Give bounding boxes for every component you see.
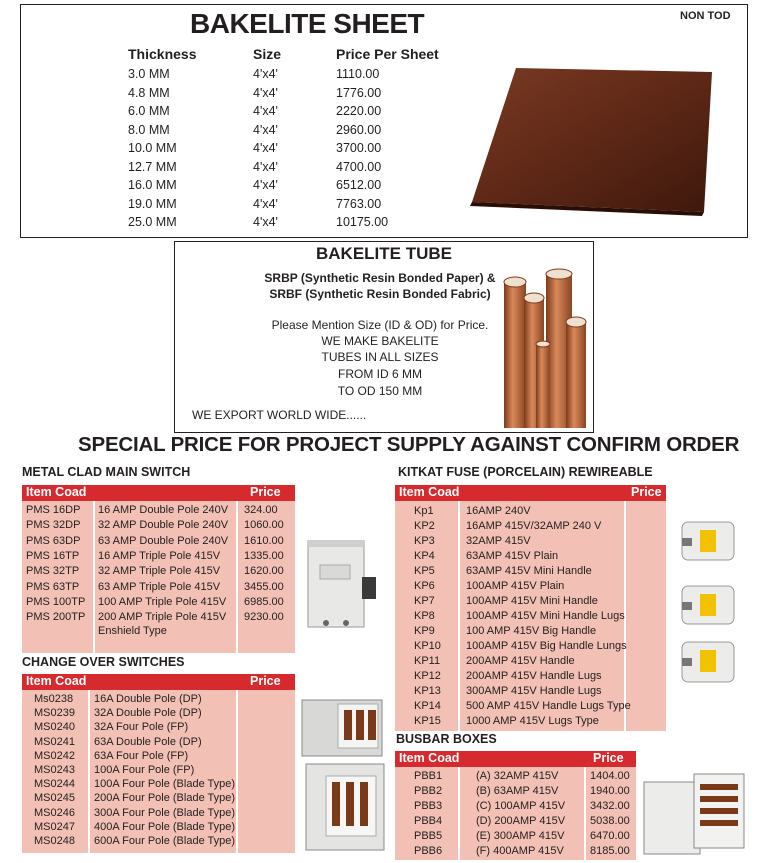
busbar-title: BUSBAR BOXES: [396, 732, 497, 746]
change-over-code-cell: MS0239: [34, 707, 75, 720]
kitkat-desc-cell: 63AMP 415V Plain: [466, 550, 559, 562]
sheet-thickness-cell: 3.0 MM: [128, 67, 170, 81]
metal-clad-desc-cell: 32 AMP Double Pole 240V: [98, 519, 229, 532]
sheet-thickness-cell: 12.7 MM: [128, 159, 177, 174]
change-over-title: CHANGE OVER SWITCHES: [22, 655, 185, 669]
change-over-desc-cell: 32A Double Pole (DP): [94, 707, 202, 720]
bakelite-sheet-title: BAKELITE SHEET: [190, 8, 425, 39]
busbar-price-cell: 8185.00: [590, 845, 630, 857]
metal-clad-price-cell: 6985.00: [244, 595, 284, 608]
change-over-desc-cell: 100A Four Pole (FP): [94, 764, 195, 776]
metal-clad-switch-image: [298, 535, 378, 635]
kitkat-code-cell: KP6: [414, 580, 435, 592]
metal-clad-code-cell: PMS 32TP: [26, 565, 80, 578]
metal-clad-desc-cell: 100 AMP Triple Pole 415V: [98, 595, 227, 608]
change-over-desc-cell: 400A Four Pole (Blade Type): [94, 820, 236, 833]
sheet-size-cell: 4'x4': [253, 104, 278, 118]
sheet-price-cell: 2220.00: [336, 104, 382, 118]
metal-clad-price-cell: 1335.00: [244, 549, 284, 562]
change-over-header: [22, 674, 295, 690]
change-over-divider-1: [88, 690, 90, 853]
busbar-desc-cell: (F) 400AMP 415V: [476, 845, 564, 857]
metal-clad-code-cell: PMS 63TP: [26, 580, 80, 593]
kitkat-header: [395, 485, 666, 501]
kitkat-desc-cell: 32AMP 415V: [466, 535, 531, 547]
change-over-code-cell: MS0246: [34, 806, 75, 819]
tube-from-id: FROM ID 6 MM: [338, 367, 422, 381]
sheet-price-cell: 1110.00: [336, 67, 380, 81]
kitkat-desc-cell: 300AMP 415V Handle Lugs: [466, 685, 602, 697]
metal-clad-divider-1: [93, 501, 95, 653]
bakelite-tube-title: BAKELITE TUBE: [316, 244, 452, 263]
busbar-price-cell: 3432.00: [590, 800, 630, 812]
tube-srbf-line: SRBF (Synthetic Resin Bonded Fabric): [269, 287, 491, 301]
busbar-desc-cell: (A) 32AMP 415V: [476, 770, 559, 782]
change-over-code-cell: MS0241: [34, 735, 75, 748]
sheet-price-cell: 4700.00: [336, 159, 382, 174]
change-over-code-cell: MS0242: [34, 749, 75, 762]
kitkat-desc-cell: 200AMP 415V Handle Lugs: [466, 670, 602, 682]
change-over-desc-cell: 32A Four Pole (FP): [94, 721, 189, 734]
kitkat-code-cell: KP5: [414, 565, 435, 577]
busbar-code-cell: PBB4: [414, 815, 443, 827]
change-over-switch-image: [298, 696, 390, 856]
kitkat-code-cell: Kp1: [414, 505, 434, 517]
kitkat-code-cell: KP14: [414, 700, 441, 712]
kitkat-code-cell: KP2: [414, 520, 435, 532]
kitkat-code-cell: KP4: [414, 550, 435, 562]
change-over-desc-cell: 200A Four Pole (Blade Type): [94, 792, 236, 805]
metal-clad-desc-cell: 32 AMP Triple Pole 415V: [98, 565, 221, 578]
busbar-code-cell: PBB1: [414, 770, 443, 782]
metal-clad-header-code: Item Coad: [26, 485, 87, 499]
busbar-desc-cell: (B) 63AMP 415V: [476, 785, 559, 797]
metal-clad-header-price: Price: [250, 485, 281, 499]
busbar-divider-2: [584, 767, 586, 860]
kitkat-divider-1: [458, 501, 460, 731]
change-over-code-cell: Ms0238: [34, 693, 74, 705]
tube-we-make: WE MAKE BAKELITE: [321, 334, 439, 348]
sheet-price-cell: 10175.00: [336, 215, 389, 229]
metal-clad-desc-cell: 63 AMP Triple Pole 415V: [98, 580, 221, 593]
busbar-box-image: [640, 768, 750, 860]
sheet-price-cell: 2960.00: [336, 122, 382, 137]
metal-clad-price-cell: 1060.00: [244, 519, 284, 532]
metal-clad-code-cell: PMS 16DP: [26, 504, 81, 516]
metal-clad-code-cell: PMS 32DP: [26, 519, 81, 532]
change-over-header-code: Item Coad: [26, 674, 87, 688]
kitkat-desc-cell: 100AMP 415V Mini Handle Lugs: [466, 610, 625, 622]
sheet-size-cell: 4'x4': [253, 215, 278, 229]
kitkat-desc-cell: 63AMP 415V Mini Handle: [466, 565, 592, 577]
metal-clad-code-cell: PMS 16TP: [26, 549, 80, 562]
change-over-desc-cell: 16A Double Pole (DP): [94, 693, 202, 705]
change-over-desc-cell: 100A Four Pole (Blade Type): [94, 778, 236, 791]
metal-clad-price-cell: 1610.00: [244, 534, 284, 547]
sheet-thickness-cell: 8.0 MM: [128, 122, 170, 137]
metal-clad-price-cell: 3455.00: [244, 580, 284, 593]
thickness-header: Thickness: [128, 46, 197, 62]
busbar-code-cell: PBB2: [414, 785, 443, 797]
kitkat-code-cell: KP13: [414, 685, 441, 697]
sheet-size-cell: 4'x4': [253, 141, 278, 155]
kitkat-desc-cell: 16AMP 415V/32AMP 240 V: [466, 520, 602, 532]
size-header: Size: [253, 46, 282, 62]
change-over-code-cell: MS0244: [34, 778, 75, 791]
metal-clad-title: METAL CLAD MAIN SWITCH: [22, 465, 191, 479]
sheet-size-cell: 4'x4': [253, 85, 278, 100]
change-over-desc-cell: 63A Four Pole (FP): [94, 749, 189, 762]
metal-clad-desc-cell: 63 AMP Double Pole 240V: [98, 534, 229, 547]
tube-to-od: TO OD 150 MM: [337, 384, 423, 398]
sheet-thickness-cell: 6.0 MM: [128, 104, 170, 118]
sheet-size-cell: 4'x4': [253, 196, 278, 211]
busbar-header-code: Item Coad: [399, 751, 460, 765]
change-over-code-cell: MS0245: [34, 792, 75, 805]
kitkat-code-cell: KP9: [414, 625, 435, 637]
sheet-price-cell: 7763.00: [336, 196, 382, 211]
kitkat-code-cell: KP11: [414, 655, 441, 667]
metal-clad-divider-2: [236, 501, 238, 653]
metal-clad-desc-cell: 16 AMP Triple Pole 415V: [98, 549, 221, 562]
busbar-price-cell: 5038.00: [590, 815, 630, 827]
sheet-price-cell: 1776.00: [336, 85, 382, 100]
kitkat-code-cell: KP15: [414, 715, 441, 727]
metal-clad-desc-cell: 200 AMP Triple Pole 415V: [98, 611, 227, 624]
kitkat-code-cell: KP3: [414, 535, 435, 547]
busbar-code-cell: PBB5: [414, 830, 443, 842]
sheet-thickness-cell: 19.0 MM: [128, 196, 177, 211]
kitkat-desc-cell: 500 AMP 415V Handle Lugs Type: [466, 700, 631, 712]
metal-clad-code-cell: PMS 63DP: [26, 534, 81, 547]
bakelite-tube-image: [500, 268, 590, 428]
change-over-divider-2: [236, 690, 238, 853]
sheet-price-cell: 3700.00: [336, 141, 382, 155]
kitkat-desc-cell: 100 AMP 415V Big Handle: [466, 625, 597, 637]
kitkat-header-code: Item Coad: [399, 485, 460, 499]
tube-srbp-line: SRBP (Synthetic Resin Bonded Paper) &: [264, 271, 496, 285]
busbar-desc-cell: (C) 100AMP 415V: [476, 800, 566, 812]
metal-clad-desc-cell: 16 AMP Double Pole 240V: [98, 504, 229, 516]
busbar-price-cell: 1940.00: [590, 785, 630, 797]
busbar-code-cell: PBB3: [414, 800, 443, 812]
kitkat-desc-cell: 1000 AMP 415V Lugs Type: [466, 715, 599, 727]
busbar-header-price: Price: [593, 751, 624, 765]
busbar-desc-cell: (E) 300AMP 415V: [476, 830, 565, 842]
kitkat-code-cell: KP12: [414, 670, 441, 682]
kitkat-code-cell: KP8: [414, 610, 435, 622]
sheet-price-cell: 6512.00: [336, 178, 382, 192]
bakelite-sheet-image: [468, 66, 718, 216]
sheet-size-cell: 4'x4': [253, 178, 278, 192]
kitkat-desc-cell: 100AMP 415V Big Handle Lungs: [466, 640, 627, 652]
change-over-code-cell: MS0240: [34, 721, 75, 734]
kitkat-desc-cell: 16AMP 240V: [466, 505, 531, 517]
change-over-code-cell: MS0243: [34, 764, 75, 776]
sheet-thickness-cell: 16.0 MM: [128, 178, 177, 192]
kitkat-code-cell: KP7: [414, 595, 435, 607]
kitkat-desc-cell: 200AMP 415V Handle: [466, 655, 575, 667]
kitkat-title: KITKAT FUSE (PORCELAIN) REWIREABLE: [398, 465, 653, 479]
sheet-thickness-cell: 10.0 MM: [128, 141, 177, 155]
kitkat-header-price: Price: [631, 485, 662, 499]
busbar-price-cell: 6470.00: [590, 830, 630, 842]
busbar-divider-1: [458, 767, 460, 860]
sheet-size-cell: 4'x4': [253, 67, 278, 81]
sheet-thickness-cell: 4.8 MM: [128, 85, 170, 100]
tube-all-sizes: TUBES IN ALL SIZES: [321, 350, 439, 364]
change-over-code-cell: MS0248: [34, 835, 75, 847]
busbar-price-cell: 1404.00: [590, 770, 630, 782]
special-price-banner: SPECIAL PRICE FOR PROJECT SUPPLY AGAINST CONFIRM ORDER: [78, 433, 740, 456]
busbar-header: [395, 751, 636, 767]
enshield-note: Enshield Type: [98, 625, 167, 637]
change-over-desc-cell: 63A Double Pole (DP): [94, 735, 202, 748]
price-header: Price Per Sheet: [336, 46, 439, 62]
change-over-desc-cell: 300A Four Pole (Blade Type): [94, 806, 236, 819]
metal-clad-price-cell: 324.00: [244, 504, 278, 516]
export-note: WE EXPORT WORLD WIDE......: [192, 408, 367, 422]
kitkat-desc-cell: 100AMP 415V Mini Handle: [466, 595, 598, 607]
kitkat-fuse-image: [672, 516, 744, 696]
tube-mention-size: Please Mention Size (ID & OD) for Price.: [271, 318, 489, 332]
change-over-desc-cell: 600A Four Pole (Blade Type): [94, 835, 236, 847]
kitkat-desc-cell: 100AMP 415V Plain: [466, 580, 565, 592]
change-over-code-cell: MS0247: [34, 820, 75, 833]
sheet-size-cell: 4'x4': [253, 122, 278, 137]
metal-clad-code-cell: PMS 100TP: [26, 595, 86, 608]
metal-clad-code-cell: PMS 200TP: [26, 611, 86, 624]
sheet-size-cell: 4'x4': [253, 159, 278, 174]
metal-clad-header: [22, 485, 295, 501]
change-over-header-price: Price: [250, 674, 281, 688]
kitkat-code-cell: KP10: [414, 640, 441, 652]
metal-clad-price-cell: 9230.00: [244, 611, 284, 624]
non-tod-badge: NON TOD: [680, 10, 731, 22]
busbar-code-cell: PBB6: [414, 845, 443, 857]
metal-clad-price-cell: 1620.00: [244, 565, 284, 578]
sheet-thickness-cell: 25.0 MM: [128, 215, 177, 229]
busbar-desc-cell: (D) 200AMP 415V: [476, 815, 566, 827]
